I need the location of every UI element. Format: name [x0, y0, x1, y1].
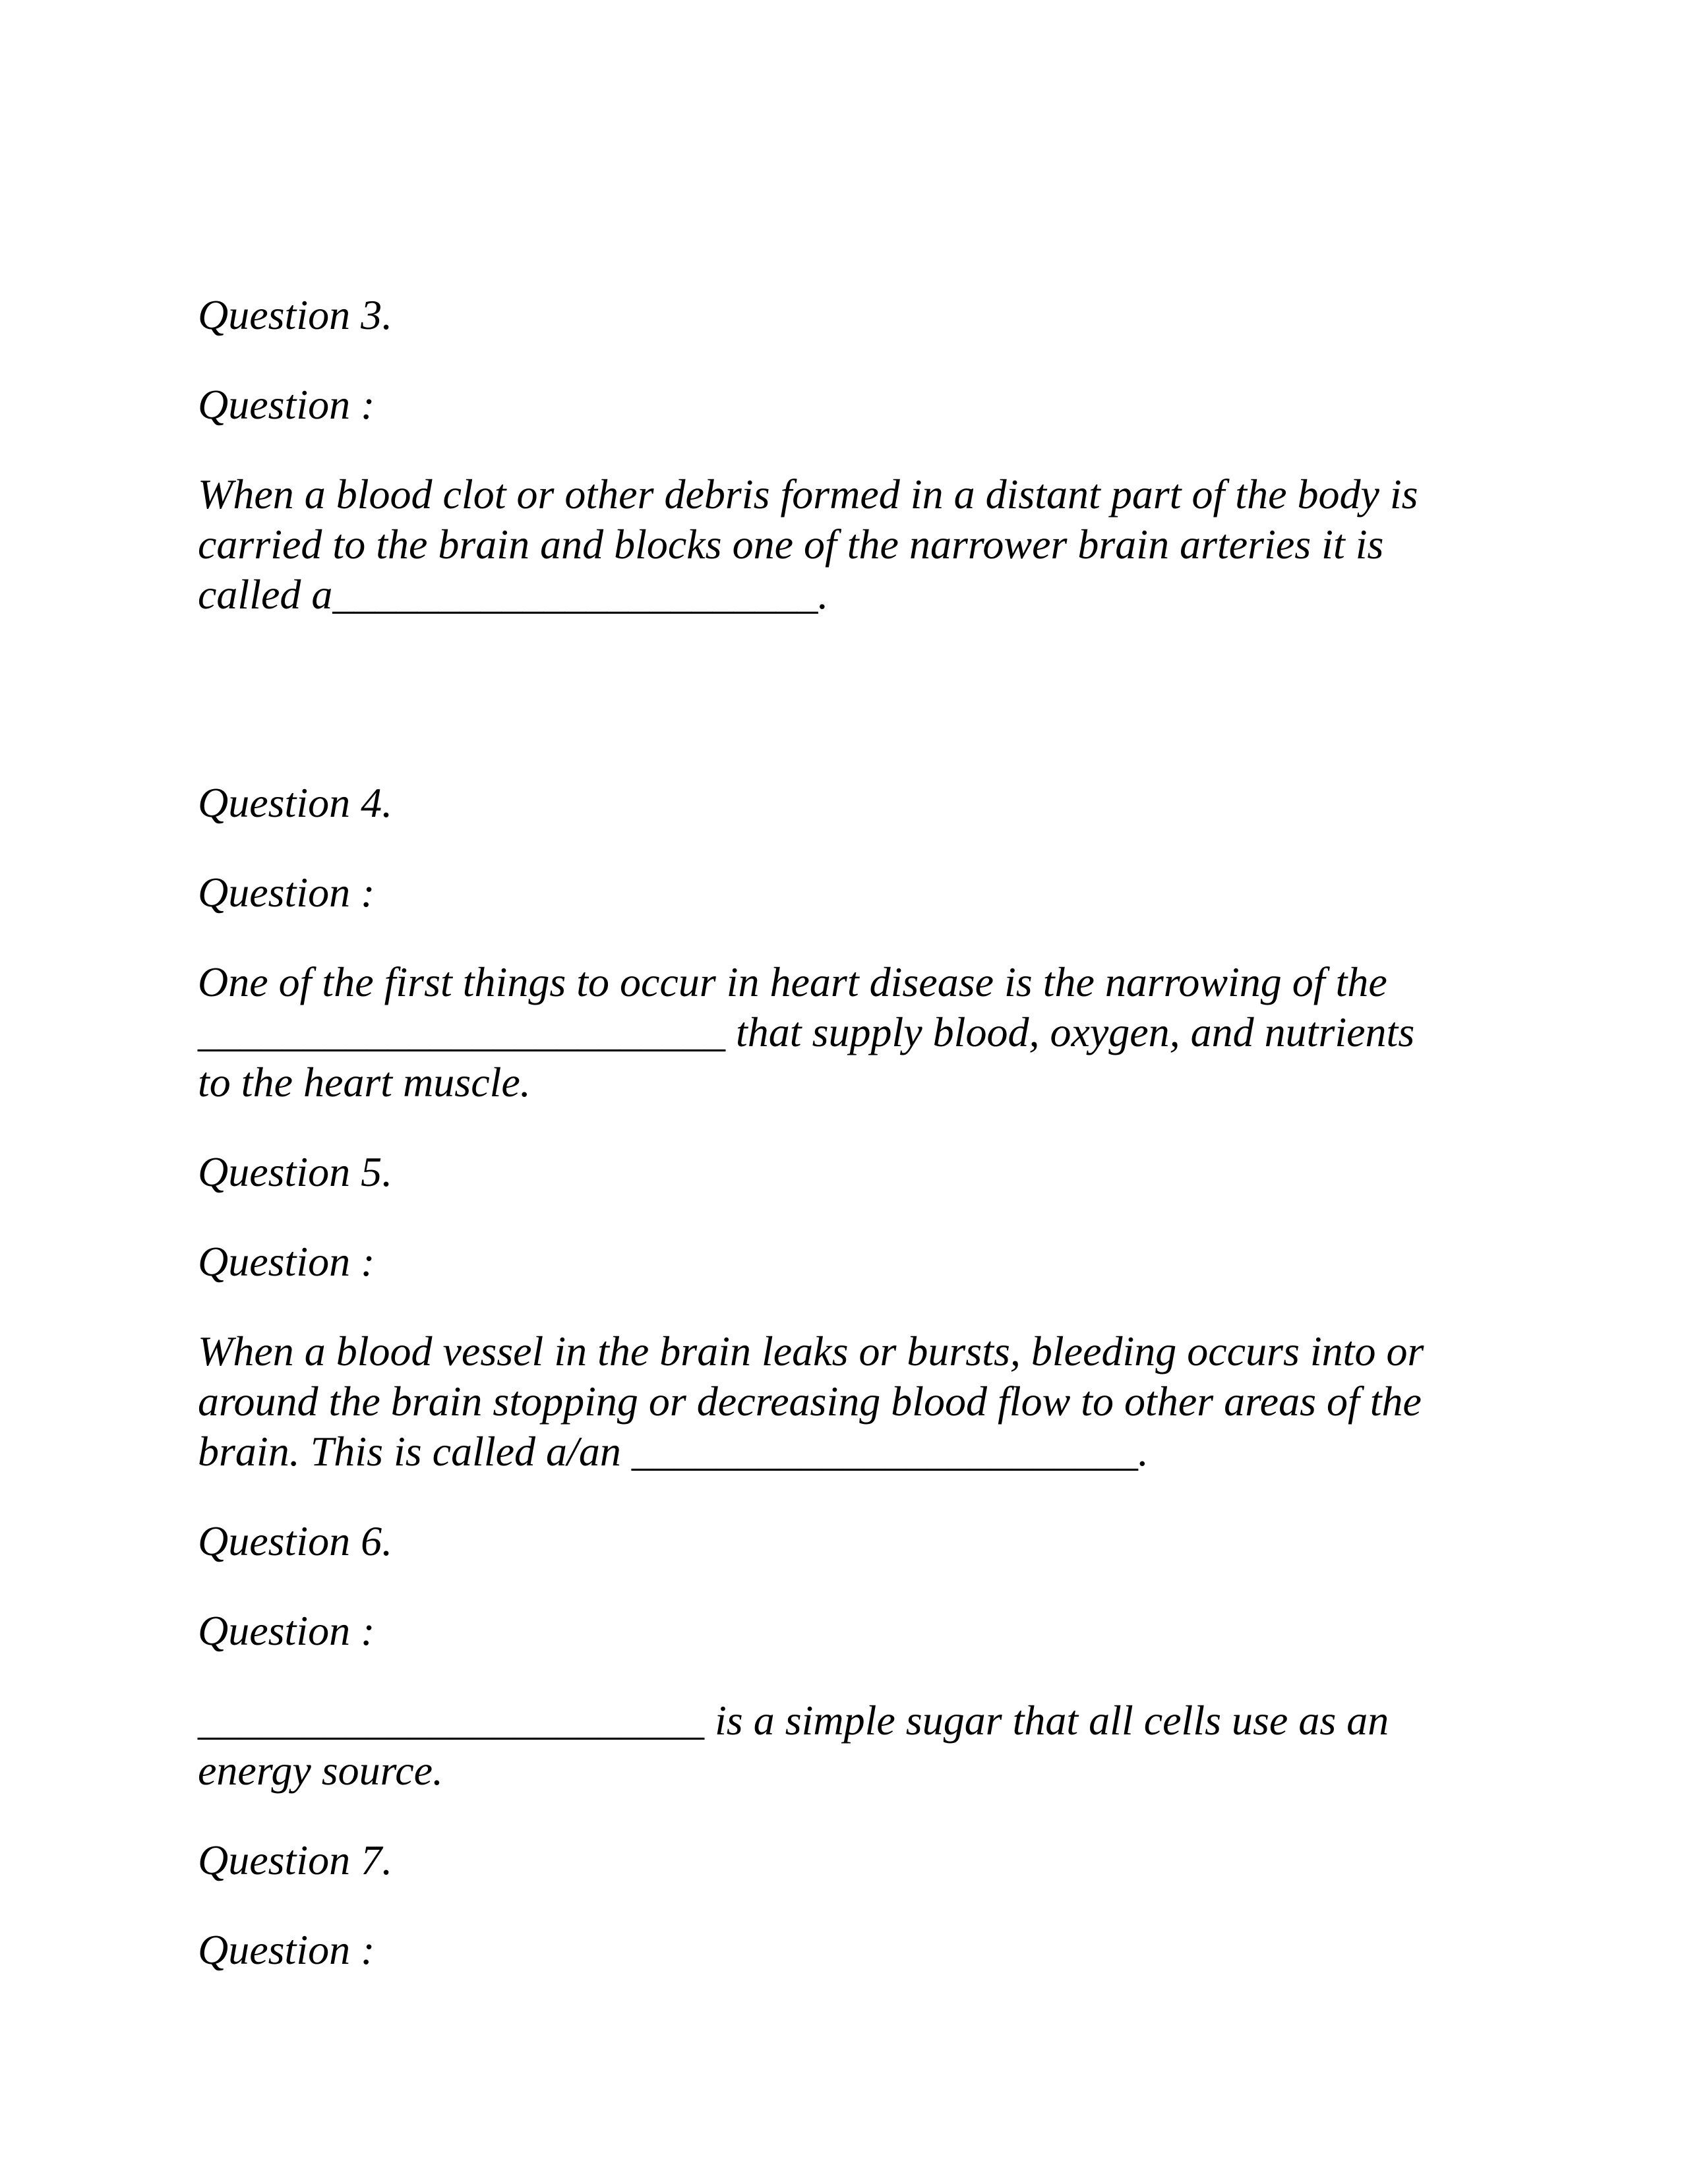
question-label: Question :: [198, 1238, 375, 1285]
question-text-line: ________________________ is a simple sugar that all cells use as an: [198, 1697, 1389, 1744]
question-text-line: to the heart muscle.: [198, 1059, 531, 1106]
question-text-line: called a_______________________.: [198, 571, 829, 618]
question-label: Question :: [198, 381, 375, 428]
question-label: Question :: [198, 1607, 375, 1654]
spacer: [198, 659, 1490, 778]
question-3: [198, 290, 1490, 620]
question-text-line: When a blood clot or other debris formed in a distant part of the body is: [198, 471, 1418, 517]
question-text: [198, 469, 1490, 620]
question-text-line: _________________________ that supply blood, oxygen, and nutrients: [198, 1009, 1415, 1055]
question-list: [198, 290, 1490, 2015]
question-text-line: around the brain stopping or decreasing blood flow to other areas of the: [198, 1378, 1422, 1425]
question-7: [198, 1835, 1490, 1975]
question-4: [198, 778, 1490, 1107]
question-heading: Question 5.: [198, 1148, 393, 1195]
question-6: [198, 1516, 1490, 1796]
question-heading: Question 7.: [198, 1837, 393, 1883]
question-heading: Question 4.: [198, 779, 393, 826]
question-text-line: When a blood vessel in the brain leaks or bursts, bleeding occurs into or: [198, 1328, 1424, 1374]
question-text-line: brain. This is called a/an ________________________.: [198, 1428, 1149, 1475]
question-heading: Question 6.: [198, 1518, 393, 1564]
question-text-line: carried to the brain and blocks one of the narrower brain arteries it is: [198, 521, 1384, 568]
question-5: [198, 1147, 1490, 1477]
question-text-line: energy source.: [198, 1747, 443, 1794]
question-text: [198, 957, 1490, 1107]
question-label: Question :: [198, 869, 375, 916]
question-label: Question :: [198, 1926, 375, 1973]
question-text-line: One of the first things to occur in heart disease is the narrowing of the: [198, 959, 1387, 1005]
question-text: [198, 1696, 1490, 1796]
question-text: [198, 1326, 1490, 1477]
question-heading: Question 3.: [198, 291, 393, 338]
